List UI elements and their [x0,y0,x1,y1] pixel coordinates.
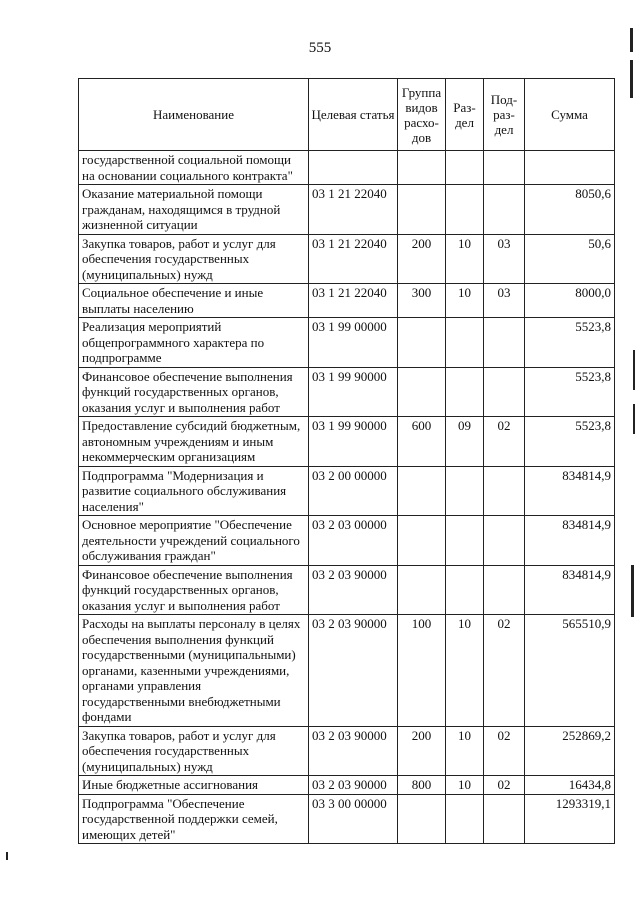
cell-target-article: 03 2 03 90000 [309,565,398,615]
table-body [79,151,615,844]
cell-section: 09 [446,417,484,467]
table-row [79,794,615,844]
cell-amount: 50,6 [525,234,615,284]
cell-name: Финансовое обеспечение выполнения функций государственных органов, оказания услуг и выполнения работ [79,367,309,417]
table-row [79,565,615,615]
cell-subsection [484,466,525,516]
budget-table [78,78,615,844]
cell-amount: 834814,9 [525,565,615,615]
cell-subsection: 02 [484,417,525,467]
cell-section: 10 [446,726,484,776]
cell-target-article: 03 2 03 00000 [309,516,398,566]
cell-target-article: 03 1 21 22040 [309,185,398,235]
table-row [79,367,615,417]
scan-mark [630,28,633,52]
header-name: Наименование [79,79,309,151]
cell-target-article: 03 1 99 90000 [309,367,398,417]
table-row [79,284,615,318]
cell-subsection: 02 [484,615,525,727]
table-row [79,318,615,368]
cell-amount: 8050,6 [525,185,615,235]
cell-name: Расходы на выплаты персоналу в целях обеспечения выполнения функций государственными (муниципальными) органами, казенными учреждениями, органами управления государственными внебюджетными фондами [79,615,309,727]
header-target-article: Целевая статья [309,79,398,151]
cell-amount: 252869,2 [525,726,615,776]
cell-target-article: 03 1 21 22040 [309,234,398,284]
cell-section [446,318,484,368]
header-amount: Сумма [525,79,615,151]
cell-target-article: 03 1 21 22040 [309,284,398,318]
cell-amount: 834814,9 [525,466,615,516]
cell-name: Закупка товаров, работ и услуг для обеспечения государственных (муниципальных) нужд [79,726,309,776]
cell-target-article: 03 1 99 00000 [309,318,398,368]
cell-section [446,466,484,516]
cell-target-article: 03 2 00 00000 [309,466,398,516]
table-row [79,615,615,727]
cell-name: государственной социальной помощи на основании социального контракта" [79,151,309,185]
cell-amount: 8000,0 [525,284,615,318]
cell-expense-group: 800 [398,776,446,795]
cell-section: 10 [446,234,484,284]
cell-name: Основное мероприятие "Обеспечение деятельности учреждений социального обслуживания граждан" [79,516,309,566]
table-row [79,234,615,284]
header-section: Раз-дел [446,79,484,151]
cell-expense-group: 200 [398,726,446,776]
cell-name: Предоставление субсидий бюджетным, автономным учреждениям и иным некоммерческим организациям [79,417,309,467]
cell-amount: 16434,8 [525,776,615,795]
cell-expense-group [398,151,446,185]
cell-expense-group: 300 [398,284,446,318]
cell-expense-group: 100 [398,615,446,727]
cell-expense-group [398,565,446,615]
cell-section [446,794,484,844]
cell-expense-group [398,466,446,516]
cell-name: Реализация мероприятий общепрограммного характера по подпрограмме [79,318,309,368]
table-row [79,776,615,795]
cell-amount: 5523,8 [525,318,615,368]
cell-expense-group [398,516,446,566]
cell-target-article: 03 2 03 90000 [309,615,398,727]
cell-expense-group: 200 [398,234,446,284]
scan-mark [631,565,634,617]
cell-section: 10 [446,284,484,318]
scan-mark [630,60,633,98]
cell-subsection [484,794,525,844]
table-row [79,516,615,566]
cell-subsection: 03 [484,234,525,284]
table-row [79,466,615,516]
page-number: 555 [308,40,332,56]
scan-mark [633,404,635,434]
cell-name: Иные бюджетные ассигнования [79,776,309,795]
cell-expense-group: 600 [398,417,446,467]
table-row [79,185,615,235]
cell-subsection [484,516,525,566]
cell-name: Подпрограмма "Обеспечение государственной поддержки семей, имеющих детей" [79,794,309,844]
scan-mark [6,852,8,860]
header-expense-group: Группа видов расхо-дов [398,79,446,151]
cell-target-article [309,151,398,185]
cell-name: Закупка товаров, работ и услуг для обеспечения государственных (муниципальных) нужд [79,234,309,284]
table-row [79,151,615,185]
cell-section: 10 [446,615,484,727]
cell-subsection: 03 [484,284,525,318]
scan-mark [633,350,635,390]
cell-section [446,516,484,566]
cell-expense-group [398,794,446,844]
cell-subsection: 02 [484,726,525,776]
table-header [79,79,615,151]
cell-subsection [484,185,525,235]
cell-subsection [484,367,525,417]
cell-name: Подпрограмма "Модернизация и развитие социального обслуживания населения" [79,466,309,516]
cell-section [446,367,484,417]
cell-subsection [484,318,525,368]
cell-expense-group [398,185,446,235]
cell-section: 10 [446,776,484,795]
cell-amount: 1293319,1 [525,794,615,844]
cell-expense-group [398,367,446,417]
table-row [79,417,615,467]
cell-section [446,151,484,185]
cell-target-article: 03 2 03 90000 [309,776,398,795]
cell-amount: 565510,9 [525,615,615,727]
cell-amount [525,151,615,185]
cell-subsection: 02 [484,776,525,795]
table-row [79,726,615,776]
cell-name: Социальное обеспечение и иные выплаты населению [79,284,309,318]
cell-expense-group [398,318,446,368]
cell-amount: 5523,8 [525,417,615,467]
cell-target-article: 03 1 99 90000 [309,417,398,467]
cell-amount: 5523,8 [525,367,615,417]
cell-name: Финансовое обеспечение выполнения функций государственных органов, оказания услуг и выполнения работ [79,565,309,615]
cell-target-article: 03 2 03 90000 [309,726,398,776]
cell-section [446,565,484,615]
cell-subsection [484,565,525,615]
cell-name: Оказание материальной помощи гражданам, находящимся в трудной жизненной ситуации [79,185,309,235]
header-subsection: Под-раз-дел [484,79,525,151]
cell-section [446,185,484,235]
cell-subsection [484,151,525,185]
cell-target-article: 03 3 00 00000 [309,794,398,844]
cell-amount: 834814,9 [525,516,615,566]
